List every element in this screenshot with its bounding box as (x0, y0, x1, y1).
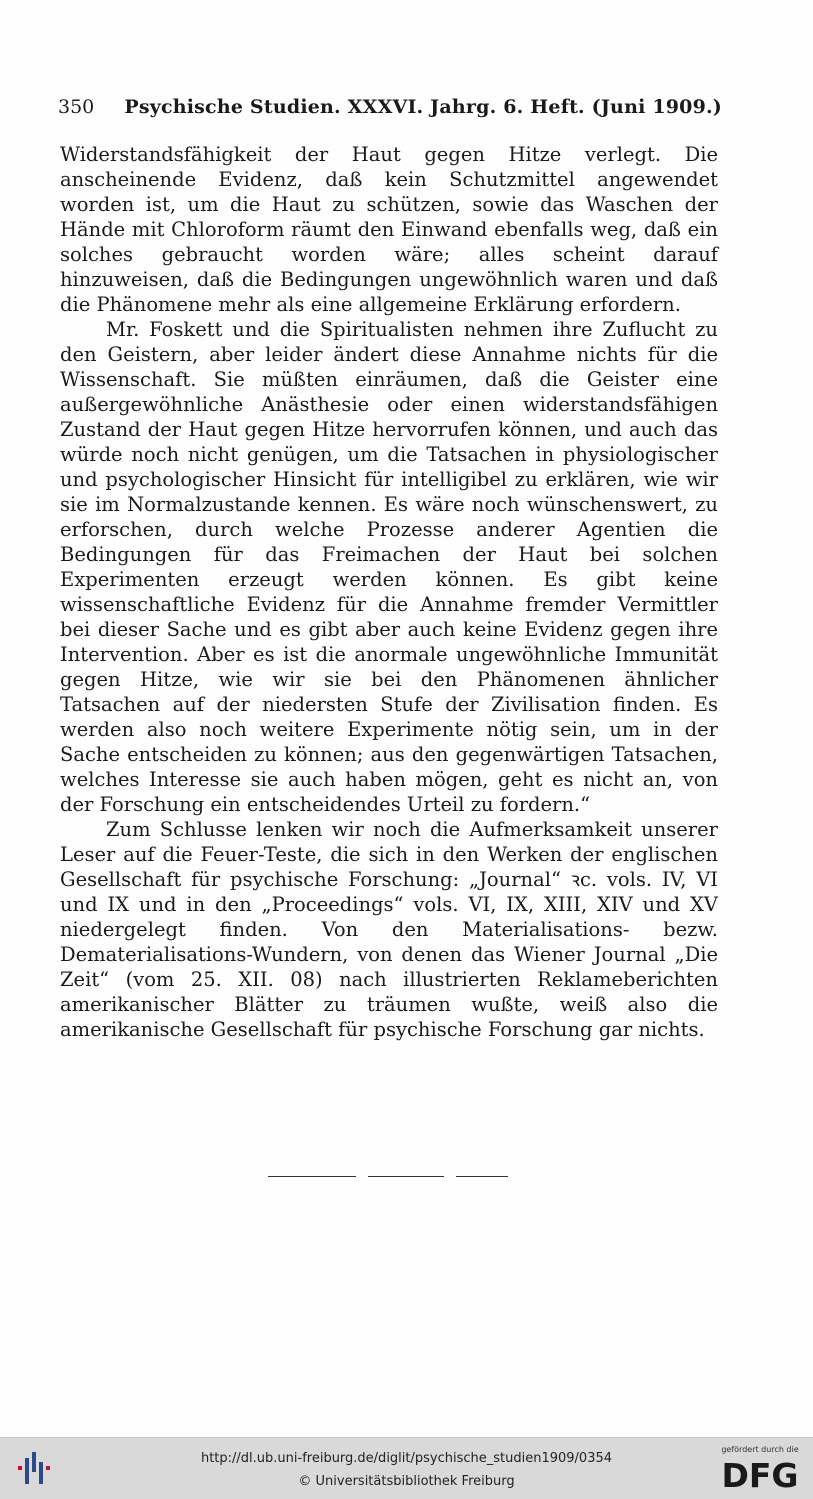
paragraph: Zum Schlusse lenken wir noch die Aufmerksamkeit unserer Leser auf die Feuer-Teste, die sich in den Werken der englischen Gesellschaft für psychische Forschung: „Journal“ ꝛc. vols. IV, VI und IX und in den „Proceedings“ vols. VI, IX, XIII, XIV und XV niedergelegt finden. Von den Materialisations- bezw. Dematerialisations-Wundern, von denen das Wiener Journal „Die Zeit“ (vom 25. XII. 08) nach illustrierten Reklameberichten amerikanischer Blätter zu träumen wußte, weiß also die amerikanische Gesellschaft für psychische Forschung gar nichts. (60, 818, 718, 1041)
copyright-notice: © Universitätsbibliothek Freiburg (298, 1474, 515, 1489)
dfg-logo-icon (718, 1457, 802, 1491)
body-text (60, 142, 718, 1042)
viewer-footer (0, 1437, 813, 1499)
dfg-note: gefördert durch die (721, 1445, 799, 1454)
paragraph: Widerstandsfähigkeit der Haut gegen Hitze verlegt. Die anscheinende Evidenz, daß kein Schutzmittel angewendet worden ist, um die Haut zu schützen, sowie das Waschen der Hände mit Chloroform räumt den Einwand ebenfalls weg, daß ein solches gebraucht worden wäre; alles scheint darauf hinzuweisen, daß die Bedingungen ungewöhnlich waren und daß die Phänomene mehr als eine allgemeine Erklärung erfordern. (60, 143, 718, 316)
rule-segment (368, 1176, 444, 1177)
permalink-url[interactable]: http://dl.ub.uni-freiburg.de/diglit/psychische_studien1909/0354 (200, 1451, 613, 1466)
page-number: 350 (58, 96, 95, 118)
running-header (58, 96, 722, 118)
rule-segment (268, 1176, 356, 1177)
paragraph: Mr. Foskett und die Spiritualisten nehmen ihre Zuflucht zu den Geistern, aber leider ändert diese Annahme nichts für die Wissenschaft. Sie müßten einräumen, daß die Geister eine außergewöhnliche Anästhesie oder einen widerstandsfähigen Zustand der Haut gegen Hitze hervorrufen können, und auch das würde noch nicht genügen, um die Tatsachen in physiologischer und psychologischer Hinsicht für intelligibel zu erklären, wie wir sie im Normalzustande kennen. Es wäre noch wünschenswert, zu erforschen, durch welche Prozesse anderer Agentien die Bedingungen für das Freimachen der Haut bei solchen Experimenten erzeugt werden können. Es gibt keine wissenschaftliche Evidenz für die Annahme fremder Vermittler bei dieser Sache und es gibt aber auch keine Evidenz gegen ihre Intervention. Aber es ist die anormale ungewöhnliche Immunität gegen Hitze, wie wir sie bei den Phänomenen ähnlicher Tatsachen auf der niedersten Stufe der Zivilisation finden. Es werden also noch weitere Experimente nötig sein, um in der Sache entscheiden zu können; aus den gegenwärtigen Tatsachen, welches Interesse sie auch haben mögen, geht es nicht an, von der Forschung ein entscheidendes Urteil zu fordern.“ (60, 318, 718, 816)
rule-segment (456, 1176, 508, 1177)
dfg-funding-badge[interactable] (717, 1445, 803, 1491)
running-title: Psychische Studien. XXXVI. Jahrg. 6. Heft. (Juni 1909.) (124, 96, 722, 118)
dfg-logo-text: DFG (721, 1457, 799, 1491)
section-end-rule (268, 1176, 508, 1178)
